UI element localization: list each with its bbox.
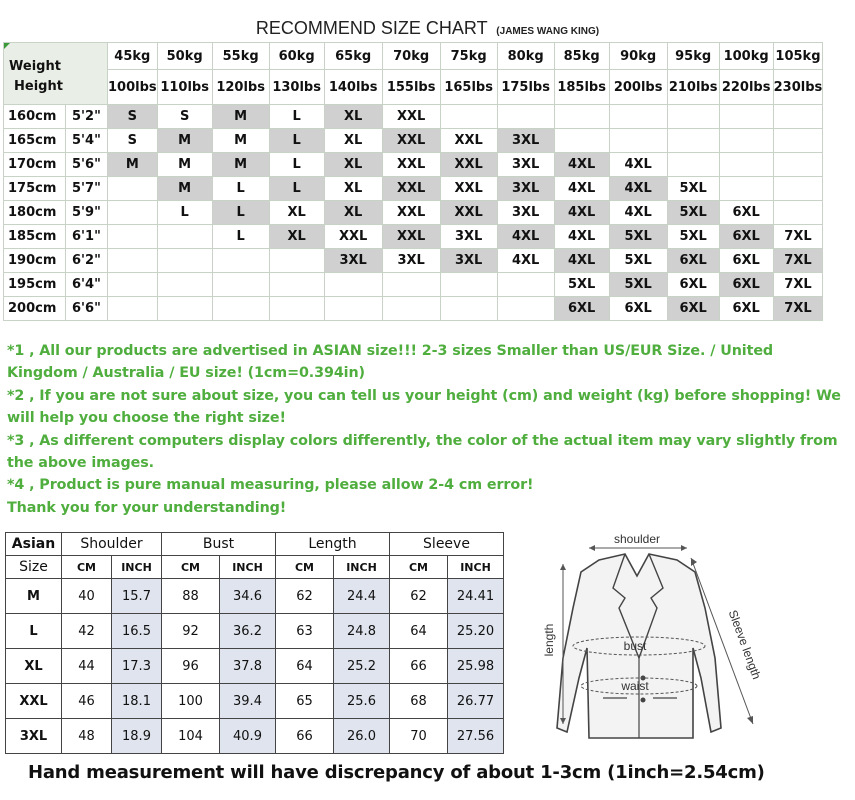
size-cell: M	[212, 153, 269, 177]
size-cell	[667, 153, 719, 177]
size-cell	[157, 225, 212, 249]
measure-row	[6, 614, 504, 649]
size-cell: 5XL	[609, 273, 667, 297]
height-ft: 5'2"	[66, 105, 108, 129]
cm-value: 92	[162, 614, 220, 649]
size-cell: XXL	[382, 153, 440, 177]
measure-size-label: XL	[6, 649, 62, 684]
measure-row	[6, 684, 504, 719]
inch-value: 25.20	[448, 614, 504, 649]
height-cm: 175cm	[4, 177, 66, 201]
lbs-header: 100lbs	[108, 70, 158, 105]
size-cell: L	[269, 105, 324, 129]
inch-value: 39.4	[220, 684, 276, 719]
size-cell: 4XL	[609, 177, 667, 201]
size-cell	[108, 177, 158, 201]
asian-header: Asian	[6, 533, 62, 556]
lbs-header: 140lbs	[324, 70, 382, 105]
inch-value: 24.4	[334, 579, 390, 614]
size-row	[4, 153, 823, 177]
note-item: Thank you for your understanding!	[7, 499, 287, 516]
size-row	[4, 201, 823, 225]
size-cell	[497, 105, 554, 129]
size-cell: M	[157, 177, 212, 201]
size-cell: 7XL	[773, 273, 823, 297]
size-cell: XXL	[440, 153, 497, 177]
cm-value: 62	[390, 579, 448, 614]
height-ft: 5'9"	[66, 201, 108, 225]
size-cell: 7XL	[773, 297, 823, 321]
cm-value: 40	[62, 579, 112, 614]
size-cell: 3XL	[324, 249, 382, 273]
measure-size-label: 3XL	[6, 719, 62, 754]
size-cell	[269, 273, 324, 297]
cm-value: 66	[276, 719, 334, 754]
kg-header: 75kg	[440, 43, 497, 70]
footer-note: Hand measurement will have discrepancy of about 1-3cm (1inch=2.54cm)	[28, 762, 765, 783]
size-row	[4, 177, 823, 201]
lbs-header: 120lbs	[212, 70, 269, 105]
size-cell	[382, 297, 440, 321]
size-cell: M	[212, 105, 269, 129]
height-cm: 185cm	[4, 225, 66, 249]
size-cell: XXL	[440, 129, 497, 153]
size-cell: 4XL	[554, 201, 609, 225]
size-row	[4, 249, 823, 273]
size-cell: 4XL	[554, 153, 609, 177]
size-cell: 4XL	[609, 153, 667, 177]
size-cell: M	[157, 129, 212, 153]
size-cell: M	[212, 129, 269, 153]
cm-header: CM	[276, 556, 334, 579]
size-cell	[269, 249, 324, 273]
inch-value: 25.6	[334, 684, 390, 719]
size-cell	[773, 129, 823, 153]
lbs-header: 230lbs	[773, 70, 823, 105]
notes-section	[7, 340, 847, 519]
size-cell	[157, 297, 212, 321]
cm-value: 48	[62, 719, 112, 754]
cm-value: 63	[276, 614, 334, 649]
size-cell	[719, 129, 773, 153]
cm-value: 88	[162, 579, 220, 614]
cm-header: CM	[62, 556, 112, 579]
kg-header: 70kg	[382, 43, 440, 70]
size-cell: M	[108, 153, 158, 177]
size-cell	[719, 177, 773, 201]
cm-value: 96	[162, 649, 220, 684]
size-cell	[440, 297, 497, 321]
cm-value: 104	[162, 719, 220, 754]
lbs-header: 175lbs	[497, 70, 554, 105]
size-cell	[212, 273, 269, 297]
lbs-header: 200lbs	[609, 70, 667, 105]
size-cell	[382, 273, 440, 297]
chart-title-main: RECOMMEND SIZE CHART	[255, 18, 488, 38]
size-cell: 5XL	[609, 249, 667, 273]
size-cell	[157, 273, 212, 297]
size-cell	[554, 129, 609, 153]
inch-value: 18.9	[112, 719, 162, 754]
height-cm: 180cm	[4, 201, 66, 225]
size-cell: 7XL	[773, 249, 823, 273]
height-ft: 6'1"	[66, 225, 108, 249]
size-cell: 5XL	[609, 225, 667, 249]
lbs-header: 155lbs	[382, 70, 440, 105]
measure-group-header: Shoulder	[62, 533, 162, 556]
height-ft: 5'6"	[66, 153, 108, 177]
height-cm: 200cm	[4, 297, 66, 321]
size-cell	[609, 129, 667, 153]
note-item: *4 , Product is pure manual measuring, please allow 2-4 cm error!	[7, 477, 534, 494]
height-ft: 6'2"	[66, 249, 108, 273]
inch-header: INCH	[334, 556, 390, 579]
cm-header: CM	[162, 556, 220, 579]
inch-value: 24.8	[334, 614, 390, 649]
size-cell: L	[212, 201, 269, 225]
note-item: *2 , If you are not sure about size, you can tell us your height (cm) and weight (kg) before shopping! We will help you choose the right size!	[7, 387, 841, 427]
size-cell: XL	[324, 153, 382, 177]
size-cell	[609, 105, 667, 129]
kg-header: 100kg	[719, 43, 773, 70]
cm-value: 64	[276, 649, 334, 684]
size-cell: 4XL	[497, 225, 554, 249]
measurement-table	[5, 532, 504, 754]
size-cell	[440, 273, 497, 297]
jacket-diagram-svg	[527, 528, 777, 754]
size-cell: 5XL	[667, 225, 719, 249]
size-cell: 6XL	[667, 297, 719, 321]
lbs-header: 110lbs	[157, 70, 212, 105]
kg-header: 105kg	[773, 43, 823, 70]
size-cell: 4XL	[554, 177, 609, 201]
jacket-button	[641, 698, 646, 703]
size-cell: 6XL	[719, 201, 773, 225]
size-cell: L	[157, 201, 212, 225]
inch-header: INCH	[448, 556, 504, 579]
size-cell: 3XL	[497, 177, 554, 201]
height-ft: 6'6"	[66, 297, 108, 321]
inch-value: 37.8	[220, 649, 276, 684]
inch-value: 25.98	[448, 649, 504, 684]
kg-header: 90kg	[609, 43, 667, 70]
size-cell	[212, 249, 269, 273]
size-cell: 7XL	[773, 225, 823, 249]
size-cell	[773, 177, 823, 201]
inch-value: 15.7	[112, 579, 162, 614]
size-cell: XL	[269, 225, 324, 249]
cm-value: 66	[390, 649, 448, 684]
cm-header: CM	[390, 556, 448, 579]
size-cell: 5XL	[554, 273, 609, 297]
size-cell: 6XL	[667, 249, 719, 273]
inch-value: 26.77	[448, 684, 504, 719]
height-ft: 5'4"	[66, 129, 108, 153]
size-cell: 3XL	[497, 129, 554, 153]
size-cell: XXL	[324, 225, 382, 249]
measure-group-header: Length	[276, 533, 390, 556]
cm-value: 44	[62, 649, 112, 684]
size-cell: XXL	[382, 177, 440, 201]
size-cell: 4XL	[609, 201, 667, 225]
measure-row	[6, 719, 504, 754]
inch-value: 40.9	[220, 719, 276, 754]
measure-size-label: M	[6, 579, 62, 614]
height-cm: 165cm	[4, 129, 66, 153]
inch-value: 34.6	[220, 579, 276, 614]
size-row	[4, 129, 823, 153]
kg-header: 80kg	[497, 43, 554, 70]
chart-title-sub: (JAMES WANG KING)	[496, 26, 600, 37]
measure-group-header: Sleeve	[390, 533, 504, 556]
inch-value: 24.41	[448, 579, 504, 614]
inch-value: 25.2	[334, 649, 390, 684]
size-cell: S	[108, 105, 158, 129]
size-cell	[108, 249, 158, 273]
cm-value: 68	[390, 684, 448, 719]
lbs-header: 165lbs	[440, 70, 497, 105]
size-cell: 6XL	[719, 249, 773, 273]
size-cell: XXL	[440, 177, 497, 201]
kg-header: 65kg	[324, 43, 382, 70]
height-cm: 170cm	[4, 153, 66, 177]
jacket-diagram	[527, 528, 777, 754]
corner-header	[4, 43, 108, 105]
cm-value: 64	[390, 614, 448, 649]
sleeve-length-label: Sleeve length	[725, 608, 764, 682]
measure-size-label: XXL	[6, 684, 62, 719]
size-cell: S	[108, 129, 158, 153]
size-cell: 4XL	[554, 249, 609, 273]
size-cell: L	[269, 177, 324, 201]
size-cell	[108, 201, 158, 225]
size-cell: 3XL	[440, 249, 497, 273]
kg-header: 45kg	[108, 43, 158, 70]
note-item: *3 , As different computers display colors differently, the color of the actual item may vary slightly from the above images.	[7, 432, 838, 472]
measure-size-label: L	[6, 614, 62, 649]
size-cell: 6XL	[719, 225, 773, 249]
kg-header: 55kg	[212, 43, 269, 70]
size-cell: 6XL	[609, 297, 667, 321]
size-cell	[108, 273, 158, 297]
lbs-header: 210lbs	[667, 70, 719, 105]
inch-header: INCH	[112, 556, 162, 579]
waist-label: waist	[621, 679, 649, 693]
size-cell: XXL	[382, 129, 440, 153]
size-row	[4, 105, 823, 129]
cm-value: 42	[62, 614, 112, 649]
inch-value: 26.0	[334, 719, 390, 754]
size-cell	[324, 297, 382, 321]
size-cell: 6XL	[719, 297, 773, 321]
note-item: *1 , All our products are advertised in ASIAN size!!! 2-3 sizes Smaller than US/EUR Size. / United Kingdom / Australia / EU size! (1cm=0.394in)	[7, 343, 774, 382]
size-cell	[108, 225, 158, 249]
inch-value: 16.5	[112, 614, 162, 649]
measure-row	[6, 579, 504, 614]
size-row	[4, 225, 823, 249]
cm-value: 62	[276, 579, 334, 614]
size-cell: XXL	[382, 105, 440, 129]
size-cell	[108, 297, 158, 321]
size-cell: L	[269, 129, 324, 153]
lbs-header: 220lbs	[719, 70, 773, 105]
size-cell: XXL	[382, 225, 440, 249]
inch-value: 36.2	[220, 614, 276, 649]
measure-row	[6, 649, 504, 684]
size-cell	[667, 129, 719, 153]
size-cell: 3XL	[382, 249, 440, 273]
kg-header: 60kg	[269, 43, 324, 70]
inch-header: INCH	[220, 556, 276, 579]
size-cell: 3XL	[497, 201, 554, 225]
height-cm: 160cm	[4, 105, 66, 129]
size-cell: 6XL	[719, 273, 773, 297]
size-cell	[773, 201, 823, 225]
size-cell: XXL	[382, 201, 440, 225]
size-cell	[497, 273, 554, 297]
size-cell	[324, 273, 382, 297]
cm-value: 65	[276, 684, 334, 719]
lbs-header: 130lbs	[269, 70, 324, 105]
size-cell: 6XL	[554, 297, 609, 321]
size-cell	[773, 153, 823, 177]
inch-value: 18.1	[112, 684, 162, 719]
shoulder-label: shoulder	[613, 532, 661, 546]
size-cell: L	[212, 225, 269, 249]
size-cell	[212, 297, 269, 321]
size-cell: XL	[269, 201, 324, 225]
size-cell: XXL	[440, 201, 497, 225]
size-cell	[554, 105, 609, 129]
size-cell	[157, 249, 212, 273]
size-row	[4, 273, 823, 297]
size-cell	[719, 105, 773, 129]
size-cell: 4XL	[497, 249, 554, 273]
height-ft: 6'4"	[66, 273, 108, 297]
size-cell: 5XL	[667, 201, 719, 225]
size-cell	[719, 153, 773, 177]
size-cell: L	[269, 153, 324, 177]
height-cm: 190cm	[4, 249, 66, 273]
measure-group-header: Bust	[162, 533, 276, 556]
size-cell: XL	[324, 105, 382, 129]
size-cell: 4XL	[554, 225, 609, 249]
kg-header: 95kg	[667, 43, 719, 70]
size-row	[4, 297, 823, 321]
cm-value: 70	[390, 719, 448, 754]
size-cell: XL	[324, 129, 382, 153]
size-cell: L	[212, 177, 269, 201]
lbs-header: 185lbs	[554, 70, 609, 105]
height-ft: 5'7"	[66, 177, 108, 201]
size-cell: 6XL	[667, 273, 719, 297]
size-cell: 3XL	[440, 225, 497, 249]
size-cell	[440, 105, 497, 129]
bust-label: bust	[623, 639, 647, 653]
height-cm: 195cm	[4, 273, 66, 297]
length-label: length	[542, 623, 556, 657]
size-cell	[497, 297, 554, 321]
size-cell	[773, 105, 823, 129]
size-cell: S	[157, 105, 212, 129]
kg-header: 85kg	[554, 43, 609, 70]
size-chart-table	[3, 42, 823, 321]
size-cell: XL	[324, 177, 382, 201]
size-cell: XL	[324, 201, 382, 225]
inch-value: 27.56	[448, 719, 504, 754]
corner-height: Height	[14, 78, 63, 94]
kg-header: 50kg	[157, 43, 212, 70]
cm-value: 46	[62, 684, 112, 719]
size-header: Size	[6, 556, 62, 579]
size-cell: 5XL	[667, 177, 719, 201]
chart-title	[0, 18, 855, 39]
inch-value: 17.3	[112, 649, 162, 684]
size-cell: 3XL	[497, 153, 554, 177]
size-cell: M	[157, 153, 212, 177]
corner-weight: Weight	[9, 58, 61, 74]
size-cell	[269, 297, 324, 321]
cm-value: 100	[162, 684, 220, 719]
size-cell	[667, 105, 719, 129]
